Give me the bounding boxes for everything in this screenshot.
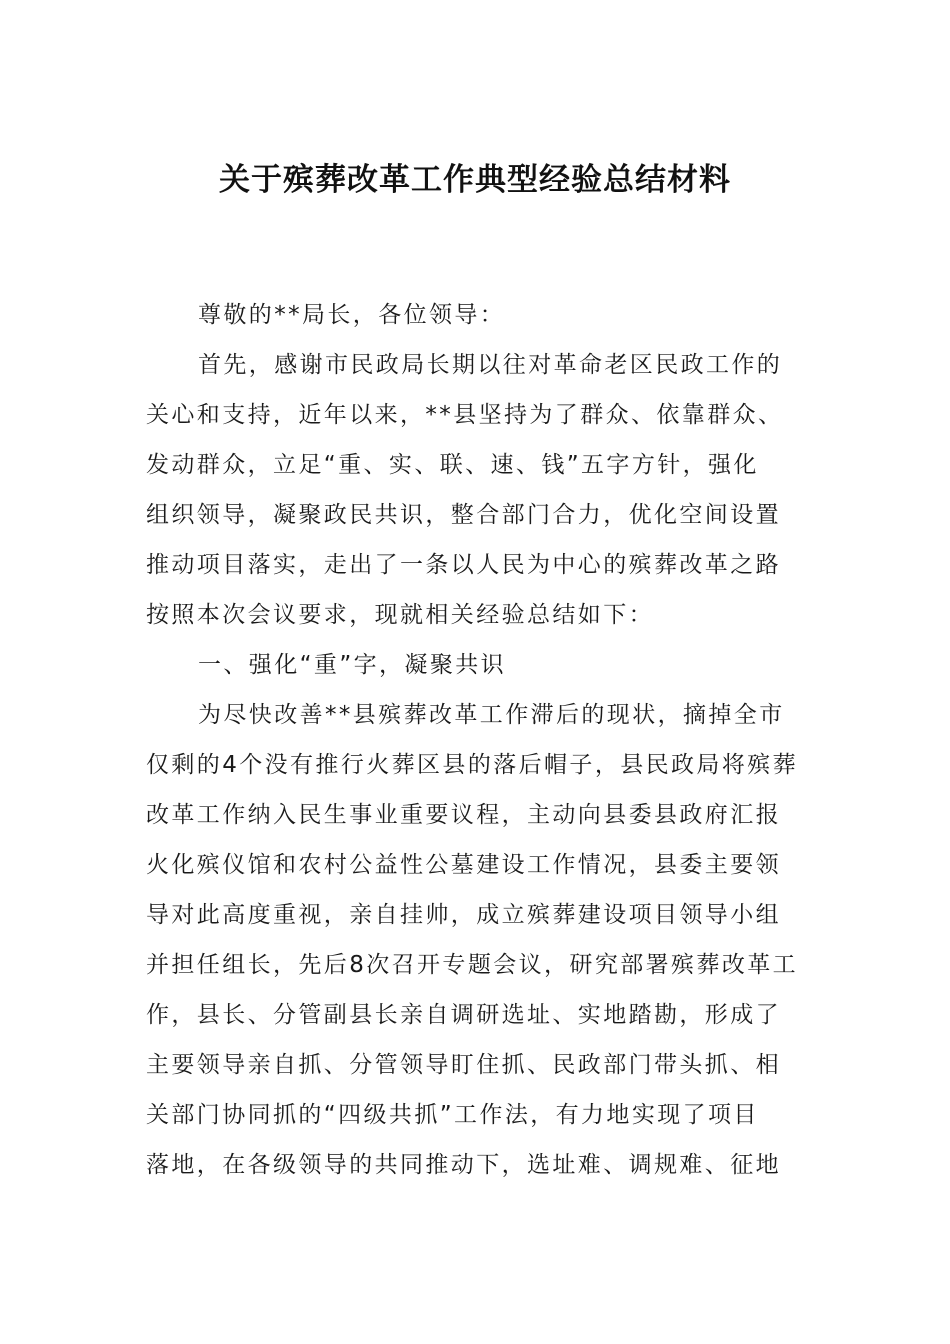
text-line: 落地，在各级领导的共同推动下，选址难、调规难、征地	[146, 1152, 781, 1178]
text-line: 仅剩的4个没有推行火葬区县的落后帽子，县民政局将殡葬	[146, 752, 799, 778]
text-line: 关心和支持，近年以来，**县坚持为了群众、依靠群众、	[146, 402, 784, 428]
text-line: 关部门协同抓的“四级共抓”工作法，有力地实现了项目	[146, 1102, 759, 1128]
text-line: 火化殡仪馆和农村公益性公墓建设工作情况，县委主要领	[146, 852, 781, 878]
text-line: 为尽快改善**县殡葬改革工作滞后的现状，摘掉全市	[198, 702, 785, 728]
text-line: 首先，感谢市民政局长期以往对革命老区民政工作的	[198, 352, 783, 378]
text-line: 推动项目落实，走出了一条以人民为中心的殡葬改革之路	[146, 552, 781, 578]
document-title: 关于殡葬改革工作典型经验总结材料	[219, 162, 731, 198]
text-line: 按照本次会议要求，现就相关经验总结如下：	[146, 602, 654, 628]
text-line: 尊敬的**局长，各位领导：	[198, 302, 506, 328]
text-line: 组织领导，凝聚政民共识，整合部门合力，优化空间设置	[146, 502, 781, 528]
section-heading: 一、强化“重”字，凝聚共识	[198, 652, 507, 678]
text-line: 作，县长、分管副县长亲自调研选址、实地踏勘，形成了	[146, 1002, 781, 1028]
text-line: 发动群众，立足“重、实、联、速、钱”五字方针，强化	[146, 452, 759, 478]
text-line: 主要领导亲自抓、分管领导盯住抓、民政部门带头抓、相	[146, 1052, 781, 1078]
text-line: 导对此高度重视，亲自挂帅，成立殡葬建设项目领导小组	[146, 902, 781, 928]
document-body	[146, 290, 811, 1190]
text-line: 改革工作纳入民生事业重要议程，主动向县委县政府汇报	[146, 802, 781, 828]
text-line: 并担任组长，先后8次召开专题会议，研究部署殡葬改革工	[146, 952, 799, 978]
